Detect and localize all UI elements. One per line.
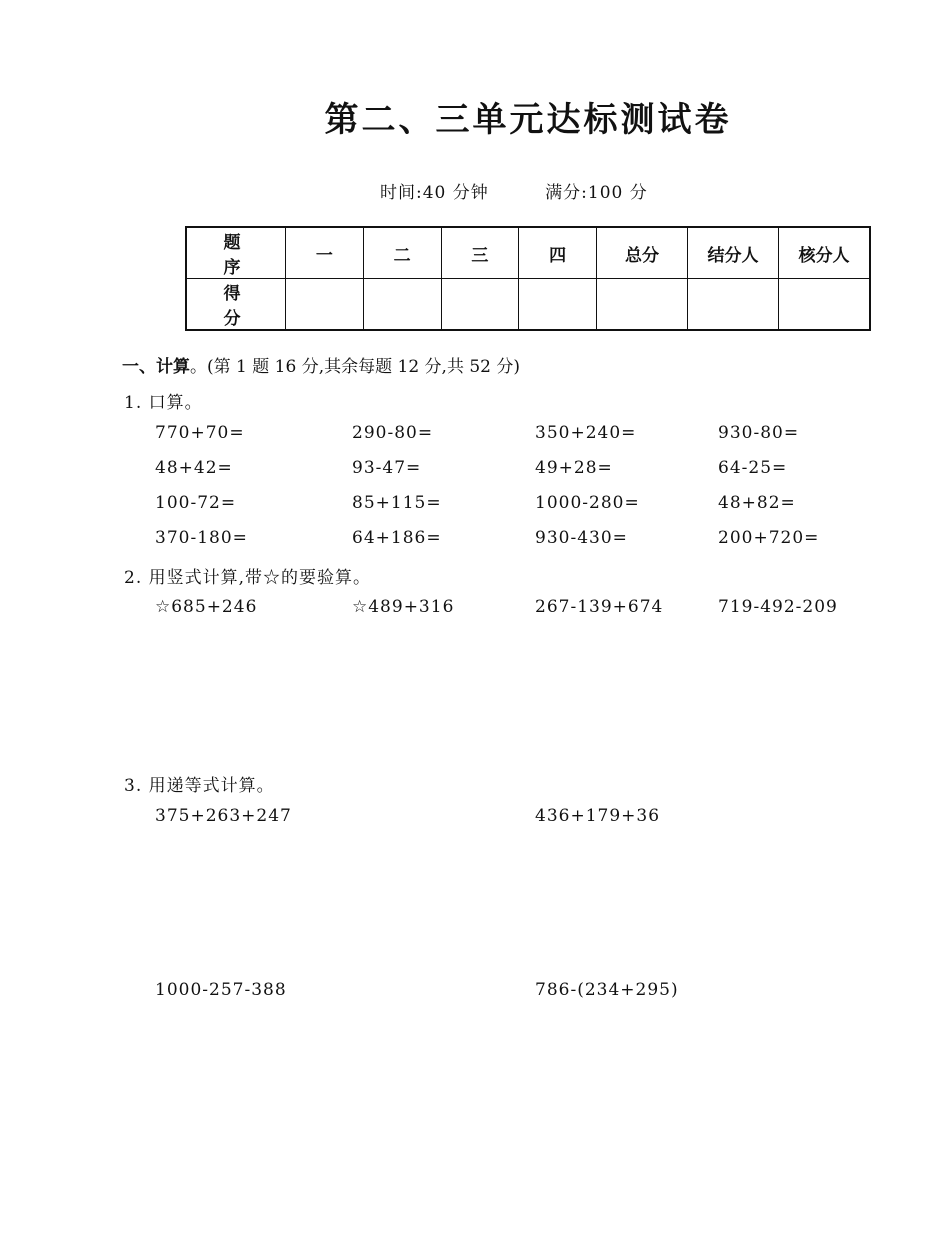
mental-math-item: 770+70=: [155, 423, 245, 443]
question-1-label: 1. 口算。: [124, 393, 203, 413]
score-table-col-1: 一: [286, 227, 364, 279]
question-3-label: 3. 用递等式计算。: [124, 776, 275, 796]
score-cell-2: [363, 279, 441, 331]
score-table-header-row: [186, 227, 870, 279]
mental-math-item: 290-80=: [352, 423, 434, 443]
score-table-score-row: [186, 279, 870, 331]
exam-meta: [380, 178, 648, 203]
score-cell-scorer: [688, 279, 779, 331]
vertical-calc-item: ☆685+246: [155, 597, 258, 617]
time-limit: 时间:40 分钟: [380, 183, 489, 203]
mental-math-item: 85+115=: [352, 493, 442, 513]
mental-math-item: 93-47=: [352, 458, 422, 478]
section-1-title: 一、计算: [122, 357, 190, 377]
vertical-calc-item: ☆489+316: [352, 597, 455, 617]
section-1-points: 。(第 1 题 16 分,其余每题 12 分,共 52 分): [190, 357, 521, 377]
step-calc-item: 786-(234+295): [535, 980, 679, 1000]
score-cell-1: [286, 279, 364, 331]
score-table-label-order: 题 序: [186, 227, 286, 279]
vertical-calc-item: 267-139+674: [535, 597, 664, 617]
score-cell-4: [519, 279, 597, 331]
section-1-heading: [122, 352, 520, 377]
score-cell-total: [597, 279, 688, 331]
score-table-label-score: 得 分: [186, 279, 286, 331]
score-table-col-3: 三: [441, 227, 519, 279]
score-table-col-checker: 核分人: [779, 227, 871, 279]
mental-math-item: 1000-280=: [535, 493, 640, 513]
step-calc-item: 436+179+36: [535, 806, 661, 826]
mental-math-item: 100-72=: [155, 493, 237, 513]
step-calc-item: 1000-257-388: [155, 980, 287, 1000]
step-calc-item: 375+263+247: [155, 806, 292, 826]
score-cell-checker: [779, 279, 871, 331]
mental-math-item: 64+186=: [352, 528, 442, 548]
mental-math-item: 200+720=: [718, 528, 820, 548]
score-table-col-2: 二: [363, 227, 441, 279]
mental-math-item: 49+28=: [535, 458, 613, 478]
score-table-col-4: 四: [519, 227, 597, 279]
score-cell-3: [441, 279, 519, 331]
mental-math-item: 350+240=: [535, 423, 637, 443]
score-table-col-total: 总分: [597, 227, 688, 279]
score-table: [185, 226, 871, 331]
mental-math-item: 48+82=: [718, 493, 796, 513]
score-table-col-scorer: 结分人: [688, 227, 779, 279]
mental-math-item: 370-180=: [155, 528, 248, 548]
mental-math-item: 48+42=: [155, 458, 233, 478]
mental-math-item: 930-80=: [718, 423, 800, 443]
full-score: 满分:100 分: [545, 183, 648, 203]
mental-math-item: 930-430=: [535, 528, 628, 548]
mental-math-item: 64-25=: [718, 458, 788, 478]
vertical-calc-item: 719-492-209: [718, 597, 838, 617]
page-title: 第二、三单元达标测试卷: [324, 100, 732, 140]
question-2-label: 2. 用竖式计算,带☆的要验算。: [124, 568, 372, 588]
